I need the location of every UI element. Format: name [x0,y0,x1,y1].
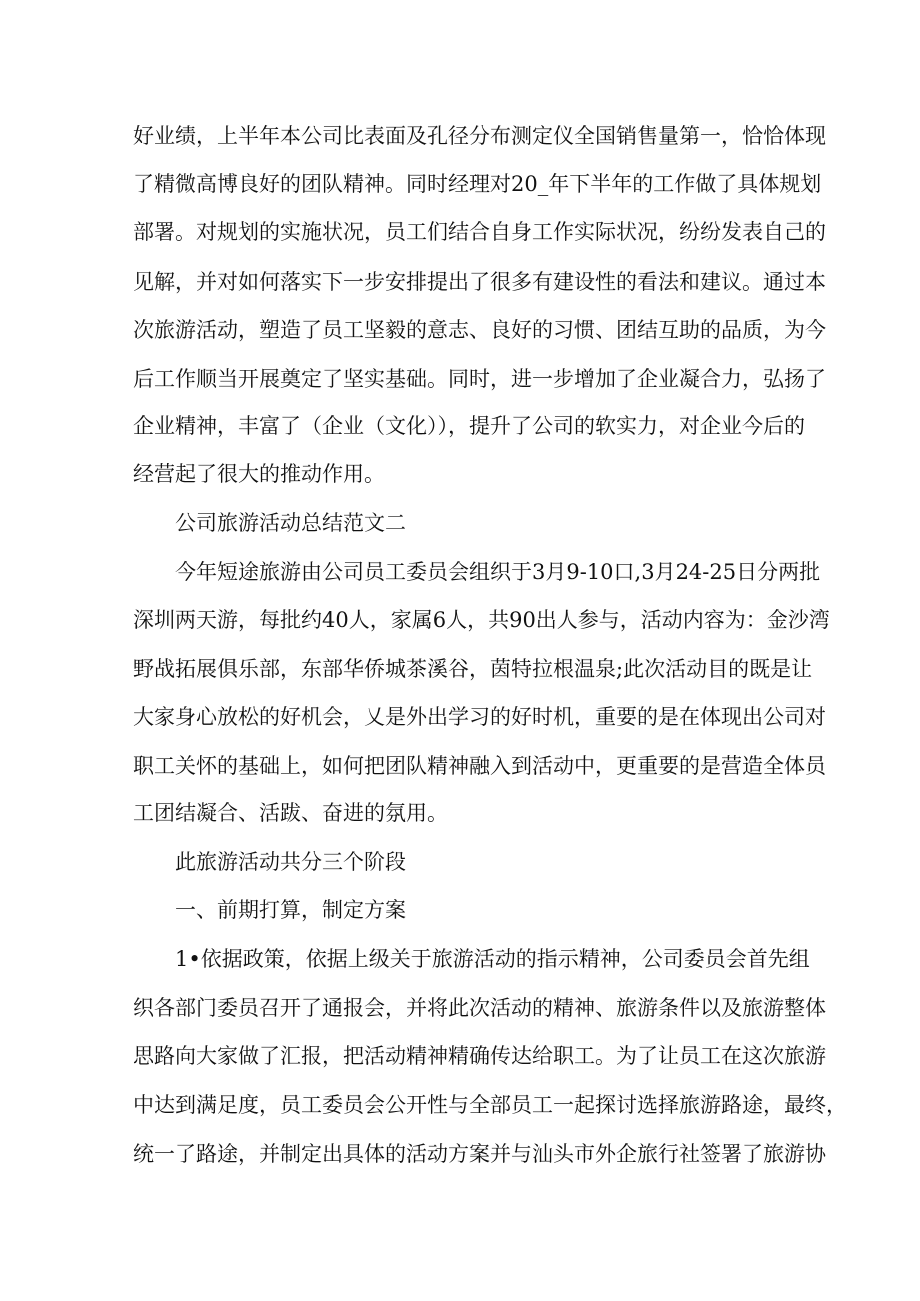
paragraph-6-line-4: 中达到满足度，员工委员会公开性与全部员工一起探讨选择旅游路途，最终， [133,1093,847,1117]
paragraph-1-line-6: 后工作顺当开展奠定了坚实基础。同时，进一步增加了企业凝合力，弘扬了 [133,367,826,391]
paragraph-1-line-2: 了精微高博良好的团队精神。同时经理对20_年下半年的工作做了具体规划 [133,172,822,196]
paragraph-6-line-5: 统一了路途，并制定出具体的活动方案并与汕头市外企旅行社签署了旅游协 [133,1142,826,1166]
paragraph-3-line-6: 工团结凝合、活跋、奋进的氛用。 [133,801,448,825]
paragraph-1-line-1: 好业绩，上半年本公司比表面及孔径分布测定仪全国销售量第一，恰恰体现 [133,124,826,148]
paragraph-3-line-3: 野战拓展俱乐部，东部华侨城茶溪谷，茵特拉根温泉;此次活动目的既是让 [133,657,813,681]
paragraph-3-line-1: 今年短途旅游由公司员工委员会组织于3月9-10口,3月24-25日分两批 [175,560,821,584]
paragraph-1-line-5: 次旅游活动，塑造了员工坚毅的意志、良好的习惯、团结互助的品质，为今 [133,318,826,342]
paragraph-6-line-3: 思路向大家做了汇报，把活动精神精确传达给职工。为了让员工在这次旅游 [133,1044,826,1068]
stage-1-heading: 一、前期打算，制定方案 [175,898,406,922]
paragraph-3-line-2: 深圳两天游，每批约40人，家属6人，共90出人参与，活动内容为：金沙湾 [133,608,830,632]
paragraph-6-line-1: 1•依据政策，依据上级关于旅游活动的指示精神，公司委员会首先组 [175,947,810,971]
paragraph-1-line-3: 部署。对规划的实施状况，员工们结合自身工作实际状况，纷纷发表自己的 [133,220,826,244]
paragraph-3-line-4: 大家身心放松的好机会，乂是外出学习的好时机，重要的是在体现出公司对 [133,705,826,729]
stages-intro: 此旅游活动共分三个阶段 [175,850,406,874]
paragraph-1-line-7: 企业精神，丰富了（企业（文化）），提升了公司的软实力，对企业今后的 [133,414,805,438]
paragraph-1-line-8: 经营起了很大的推动作用。 [133,462,385,486]
section-heading: 公司旅游活动总结范文二 [175,511,406,535]
paragraph-1-line-4: 见解，并对如何落实下一步安排提出了很多有建设性的看法和建议。通过本 [133,270,826,294]
paragraph-3-line-5: 职工关怀的基础上，如何把团队精神融入到活动中，更重要的是营造全体员 [133,754,826,778]
paragraph-6-line-2: 织各部门委员召开了通报会，并将此次活动的精神、旅游条件以及旅游整体 [133,996,826,1020]
